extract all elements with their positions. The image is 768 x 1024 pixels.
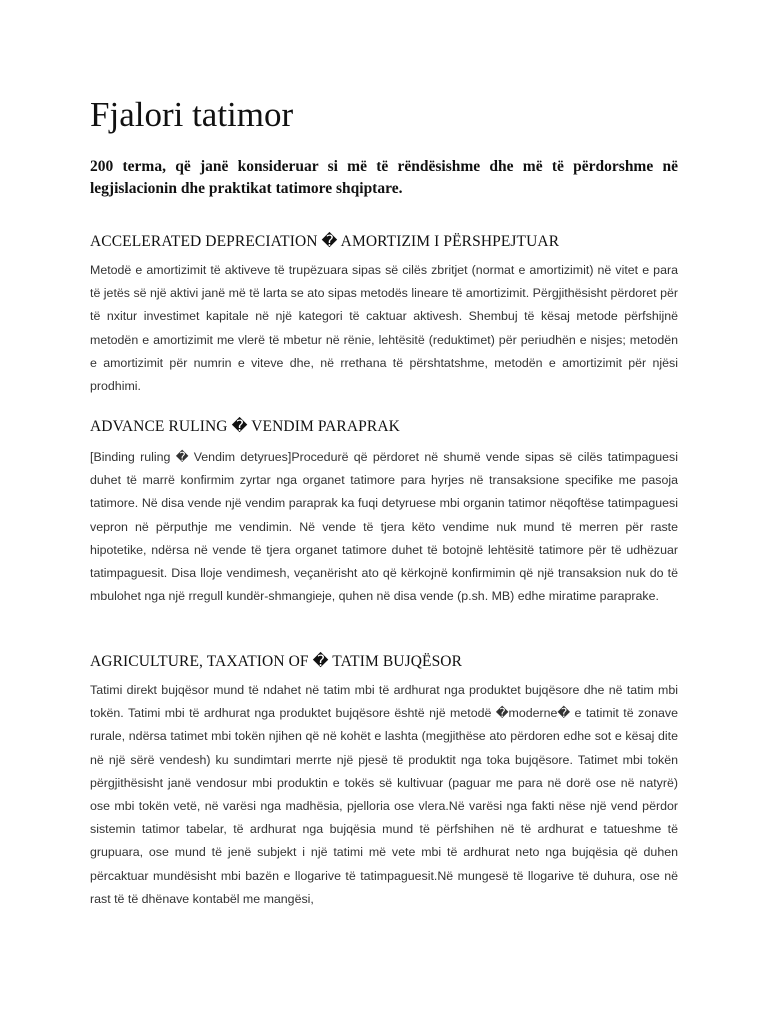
document-subtitle: 200 terma, që janë konsideruar si më të rëndësishme dhe më të përdorshme në legjislacionin dhe praktikat tatimore shqiptare. bbox=[90, 158, 678, 197]
entry-body-agriculture-taxation: Tatimi direkt bujqësor mund të ndahet në tatim mbi të ardhurat nga produktet bujqësore dhe në tatim mbi tokën. Tatimi mbi të ardhurat nga produktet bujqësore është një metodë �moderne� e tatimit të zonave rurale, ndërsa tatimet mbi tokën njihen që në kohët e lashta (megjithëse ato përdoren edhe sot e kësaj dite në një sërë vendesh) ku sundimtari merrte një pjesë të produktit nga toka bujqësore. Tatimet mbi tokën përgjithësisht janë vendosur mbi produktin e tokës së kultivuar (paguar me para në dorë ose në natyrë) ose mbi tokën vetë, në varësi nga madhësia, pjelloria ose vlera.Në varësi nga fakti nëse një vend përdor sistemin tatimor tabelar, të ardhurat nga bujqësia mund të përfshihen në të ardhurat e tatueshme të grupuara, ose mund të jenë subjekt i një tatimi më vete mbi të ardhurat neto nga bujqësia që duhen përcaktuar mundësisht mbi bazën e llogarive të tatimpaguesit.Në mungesë të llogarive të duhura, ose në rast të të dhënave kontabël me mangësi, bbox=[90, 683, 678, 906]
entry-heading-agriculture-taxation: AGRICULTURE, TAXATION OF � TATIM BUJQËSOR bbox=[90, 653, 463, 670]
entry-heading-accelerated-depreciation: ACCELERATED DEPRECIATION � AMORTIZIM I PËRSHPEJTUAR bbox=[90, 233, 560, 250]
entry-body-advance-ruling: [Binding ruling � Vendim detyrues]Procedurë që përdoret në shumë vende sipas së cilës tatimpaguesi duhet të marrë konfirmim zyrtar nga organet tatimore para hyrjes në transaksione specifike me pasoja tatimore. Në disa vende një vendim paraprak ka fuqi detyruese mbi organin tatimor nëqoftëse tatimpaguesi vepron në përputhje me vendimin. Në vende të tjera këto vendime nuk mund të merren për raste hipotetike, ndërsa në vende të tjera organet tatimore duhet të botojnë lehtësitë tatimore për të udhëzuar tatimpaguesit. Disa lloje vendimesh, veçanërisht ato që kërkojnë konfirmimin që një transaksion nuk do të mbulohet nga një rregull kundër-shmangieje, quhen në disa vende (p.sh. MB) edhe miratime paraprake. bbox=[90, 450, 678, 604]
entry-body-accelerated-depreciation: Metodë e amortizimit të aktiveve të trupëzuara sipas së cilës zbritjet (normat e amortizimit) në vitet e para të jetës së një aktivi janë më të larta se ato sipas metodës lineare të amortizimit. Përgjithësisht përdoret për të nxitur investimet kapitale në një kategori të caktuar aktivesh. Shembuj të kësaj metode përfshijnë metodën e amortizimit me vlerë të mbetur në rënie, lehtësitë (reduktimet) për periudhën e nisjes; metodën e amortizimit për numrin e viteve dhe, në rrethana të përshtatshme, metodën e amortizimit për njësi prodhimi. bbox=[90, 263, 678, 394]
document-title: Fjalori tatimor bbox=[90, 95, 294, 134]
entry-heading-advance-ruling: ADVANCE RULING � VENDIM PARAPRAK bbox=[90, 418, 400, 435]
